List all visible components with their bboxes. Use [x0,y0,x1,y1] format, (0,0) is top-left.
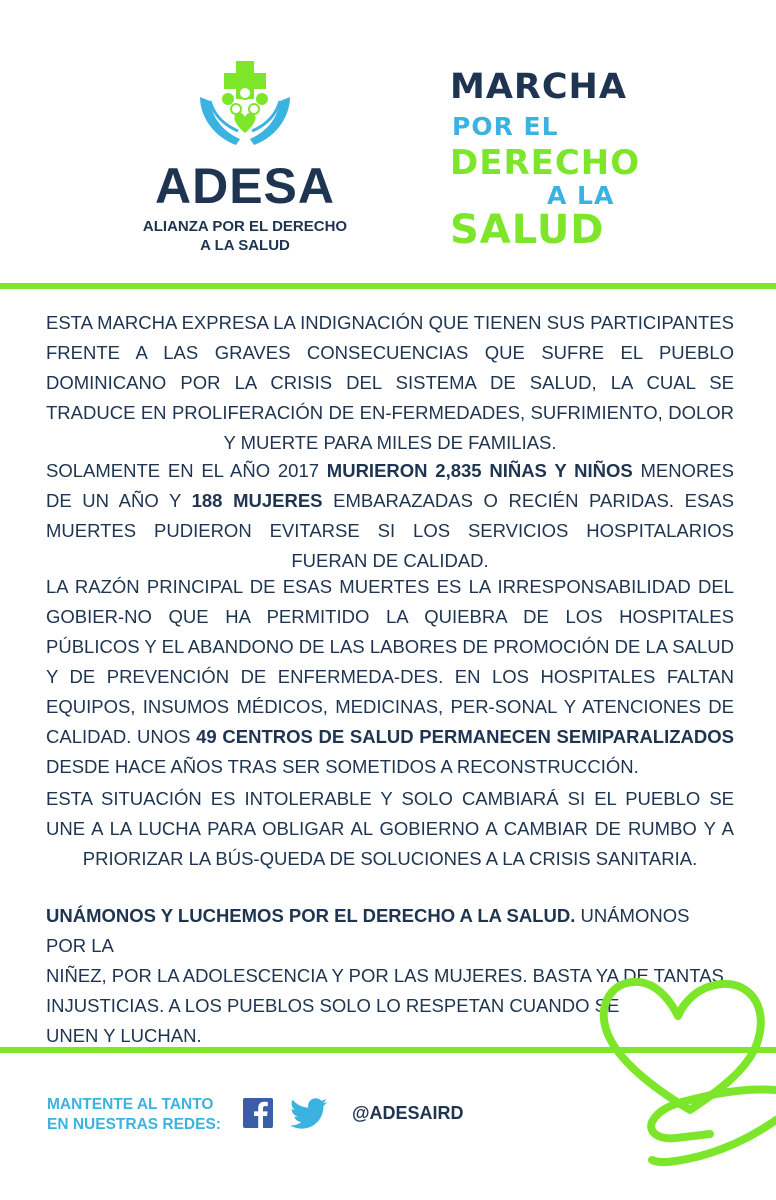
paragraph-1: ESTA MARCHA EXPRESA LA INDIGNACIÓN QUE TIENEN SUS PARTICIPANTES FRENTE A LAS GRAVES CONSECUENCIAS QUE SUFRE EL PUEBLO DOMINICANO POR LA CRISIS DEL SISTEMA DE SALUD, LA CUAL SE TRADUCE EN PROLIFERACIÓN DE EN-FERMEDADES, SUFRIMIENTO, DOLOR Y MUERTE PARA MILES DE FAMILIAS. [46,312,734,453]
p5-text-1: UNÁMONOS POR LA [46,905,690,956]
title-line-por-el: POR EL [452,112,559,141]
paragraph-4: ESTA SITUACIÓN ES INTOLERABLE Y SOLO CAMBIARÁ SI EL PUEBLO SE UNE A LA LUCHA PARA OBLIGAR AL GOBIERNO A CAMBIAR DE RUMBO Y A PRIORIZAR LA BÚS-QUEDA DE SOLUCIONES A LA CRISIS SANITARIA. [46,788,734,869]
logo-subtitle [130,217,360,255]
adesa-emblem-icon [188,55,302,155]
p5-line-3: INJUSTICIAS. A LOS PUEBLOS SOLO LO RESPETAN CUANDO SE [46,995,620,1016]
social-handle[interactable]: @ADESAIRD [352,1103,464,1123]
follow-us-text [47,1095,221,1135]
title-line-derecho: DERECHO [450,143,641,183]
title-line-marcha: MARCHA [450,67,627,107]
facebook-icon[interactable] [243,1098,273,1128]
logo-subtitle-line1: ALIANZA POR EL DERECHO [142,218,348,235]
logo-name: ADESA [154,158,336,214]
logo-subtitle-line2: A LA SALUD [200,237,290,254]
adesa-logo [130,55,360,265]
p5-line-4: UNEN Y LUCHAN. [46,1025,202,1046]
paragraph-3 [46,572,734,782]
p3-bold-centers: 49 CENTROS DE SALUD PERMANECEN SEMIPARALIZADOS [196,726,735,747]
p5-line-1 [46,901,734,961]
p3-text-a: LA RAZÓN PRINCIPAL DE ESAS MUERTES ES LA IRRESPONSABILIDAD DEL GOBIER-NO QUE HA PERMITIDO LA QUIEBRA DE LOS HOSPITALES PÚBLICOS Y EL ABANDONO DE LAS LABORES DE PROMOCIÓN DE LA SALUD Y DE PREVENCIÓN DE ENFERMEDA-DES. EN LOS HOSPITALES FALTAN EQUIPOS, INSUMOS MÉDICOS, MEDICINAS, PER-SONAL Y ATENCIONES DE CALIDAD. UNOS [46,576,734,747]
follow-line-1: MANTENTE AL TANTO [47,1096,214,1113]
p5-bold-call: UNÁMONOS Y LUCHEMOS POR EL DERECHO A LA SALUD. [46,905,576,926]
heart-hand-icon [580,960,776,1180]
paragraph-2 [46,456,734,576]
p2-bold-women: 188 MUJERES [191,490,323,511]
p2-text-c: MENORES DE UN AÑO Y [46,460,734,511]
p3-text-c: DESDE HACE AÑOS TRAS SER SOMETIDOS A RECONSTRUCCIÓN. [46,756,639,777]
facebook-glyph [243,1098,273,1128]
p5-line-2: NIÑEZ, POR LA ADOLESCENCIA Y POR LAS MUJERES. BASTA YA DE TANTAS [46,965,724,986]
follow-line-2: EN NUESTRAS REDES: [47,1116,221,1133]
top-divider [0,283,776,289]
twitter-icon[interactable] [290,1098,328,1130]
p2-text-a: SOLAMENTE EN EL AÑO 2017 [46,460,327,481]
title-line-a-la: A LA [547,181,615,210]
title-line-salud: SALUD [450,207,605,253]
p2-bold-deaths: MURIERON 2,835 NIÑAS Y NIÑOS [326,460,633,481]
p2-text-e: EMBARAZADAS O RECIÉN PARIDAS. ESAS MUERTES PUDIERON EVITARSE SI LOS SERVICIOS HOSPITALARIOS FUERAN DE CALIDAD. [46,490,734,571]
